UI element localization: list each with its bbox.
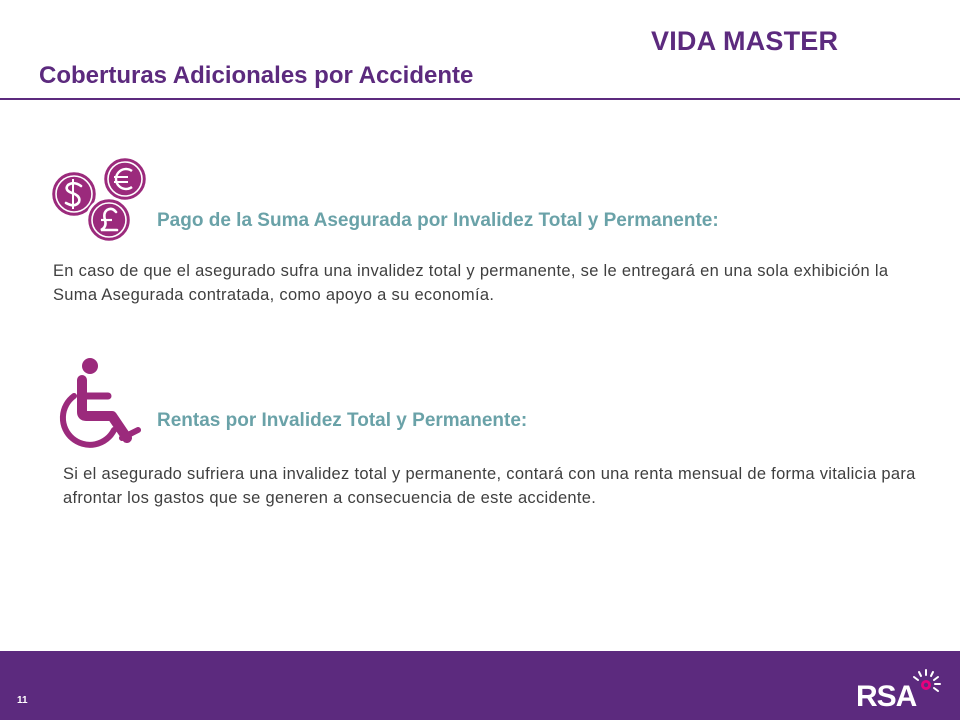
page-number: 11 [17, 695, 28, 706]
section-body-invalidez-suma: En caso de que el asegurado sufra una invalidez total y permanente, se le entregará en una sola exhibición la Suma Asegurada contratada, como apoyo a su economía. [53, 262, 889, 304]
rsa-sunburst-icon [908, 666, 944, 702]
coins-icon [50, 152, 154, 244]
rsa-logo-text: RSA [856, 680, 917, 713]
wheelchair-icon [56, 356, 148, 454]
section-body-rentas-invalidez: Si el asegurado sufriera una invalidez total y permanente, contará con una renta mensual de forma vitalicia para afrontar los gastos que se generen a consecuencia de este accidente. [63, 465, 916, 507]
footer-bar [0, 651, 960, 720]
pound-coin-icon [87, 198, 131, 242]
brand-title: VIDA MASTER [651, 26, 839, 56]
euro-coin-icon [103, 157, 147, 201]
section-heading-rentas-invalidez: Rentas por Invalidez Total y Permanente: [157, 410, 528, 431]
page-title: Coberturas Adicionales por Accidente [39, 62, 474, 89]
rsa-logo [856, 666, 946, 713]
section-heading-invalidez-suma: Pago de la Suma Asegurada por Invalidez Total y Permanente: [157, 210, 719, 231]
title-divider [0, 98, 960, 100]
